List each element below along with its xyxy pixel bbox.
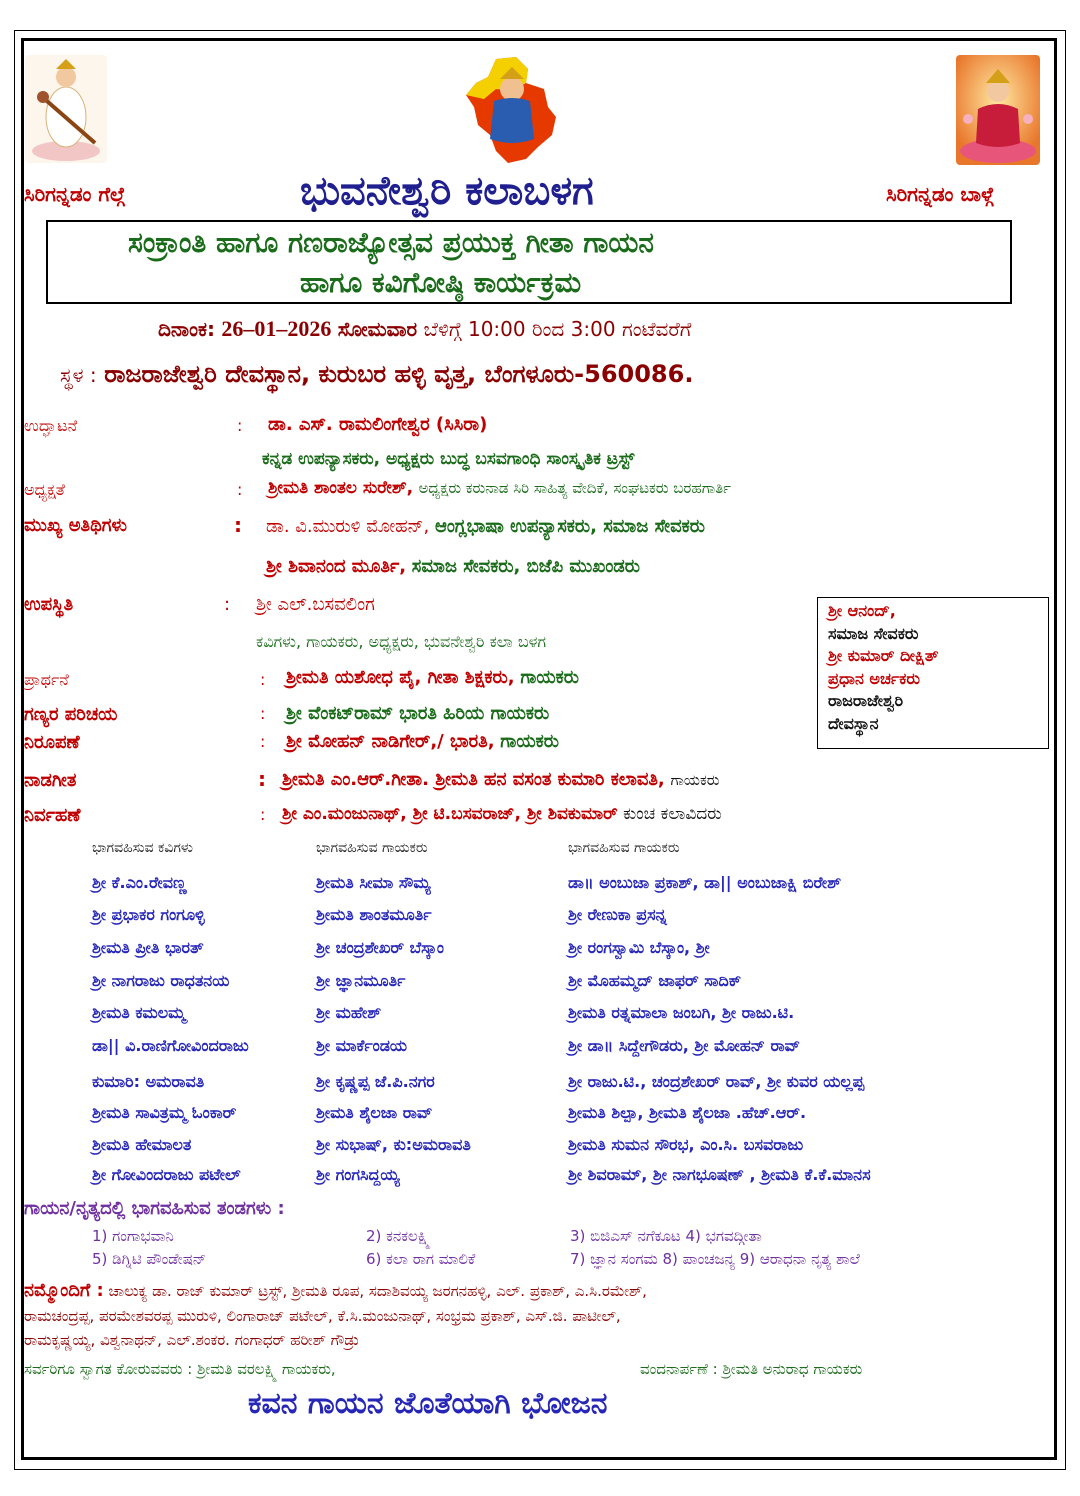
thanks-line1	[24, 1280, 647, 1301]
prayer-detail: ಗಾಯಕರು	[520, 667, 580, 688]
prayer-name: ಶ್ರೀಮತಿ ಯಶೋಧ ಪೈ, ಗೀತಾ ಶಿಕ್ಷಕರು,	[286, 667, 515, 688]
chief-guests-label: ಮುಖ್ಯ ಅತಿಥಿಗಳು	[24, 515, 127, 536]
org-name: ಭುವನೇಶ್ವರಿ ಕಲಾಬಳಗ	[300, 168, 594, 214]
participant-cell: ಕುಮಾರಿ: ಅಮರಾವತಿ	[92, 1072, 205, 1091]
colon: :	[260, 805, 266, 824]
anthem-label: ನಾಡಗೀತ	[24, 770, 77, 791]
colon: :	[237, 480, 243, 499]
right-slogan: ಸಿರಿಗನ್ನಡಂ ಬಾಳ್ಗೆ	[886, 182, 994, 206]
participant-cell: ಶ್ರೀ ಜ್ಞಾನಮೂರ್ತಿ	[316, 971, 406, 990]
intro-label: ಗಣ್ಯರ ಪರಿಚಯ	[24, 704, 118, 725]
management-line	[282, 804, 722, 824]
participant-cell: ಶ್ರೀ ಗಂಗಸಿದ್ದಯ್ಯ	[316, 1165, 400, 1184]
venue-label: ಸ್ಥಳ :	[60, 363, 97, 387]
side-box-line4: ಪ್ರಧಾನ ಅರ್ಚಕರು	[828, 668, 920, 688]
colon: :	[237, 416, 243, 435]
troupe-5: 5) ಡಿಗ್ನಿಟಿ ಪೌಂಡೇಷನ್	[92, 1250, 207, 1268]
participant-cell: ಶ್ರೀ ಶಿವರಾಮ್, ಶ್ರೀ ನಾಗಭೂಷಣ್ , ಶ್ರೀಮತಿ ಕೆ.ಕೆ.ಮಾನಸ	[568, 1165, 871, 1184]
colon: :	[258, 767, 266, 791]
presence-detail: ಕವಿಗಳು, ಗಾಯಕರು, ಅಧ್ಯಕ್ಷರು, ಭುವನೇಶ್ವರಿ ಕಲಾ ಬಳಗ	[256, 632, 547, 651]
anthem-name: ಶ್ರೀಮತಿ ಎಂ.ಆರ್.ಗೀತಾ. ಶ್ರೀಮತಿ ಹನ ವಸಂತ ಕುಮಾರಿ ಕಲಾವತಿ,	[282, 769, 665, 790]
participant-cell: ಶ್ರೀ ರಾಜು.ಟಿ., ಚಂದ್ರಶೇಖರ್ ರಾವ್, ಶ್ರೀ ಕುವರ ಯಲ್ಲಪ್ಪ	[568, 1072, 865, 1091]
presence-label: ಉಪಸ್ಥಿತಿ	[24, 594, 74, 615]
troupe-6: 6) ಕಲಾ ರಾಗ ಮಾಲಿಕೆ	[366, 1250, 476, 1268]
saraswati-image	[25, 55, 107, 163]
participant-cell: ಶ್ರೀಮತಿ ಸುಮನ ಸೌರಭ, ಎಂ.ಸಿ. ಬಸವರಾಜು	[568, 1135, 804, 1154]
participant-cell: ಶ್ರೀಮತಿ ಶೈಲಜಾ ರಾವ್	[316, 1103, 433, 1122]
troupes-heading: ಗಾಯನ/ನೃತ್ಯದಲ್ಲಿ ಭಾಗವಹಿಸುವ ತಂಡಗಳು :	[24, 1198, 285, 1219]
participant-cell: ಶ್ರೀಮತಿ ಸೀಮಾ ಸೌಮ್ಯ	[316, 873, 431, 892]
chief-guest-2-detail: ಸಮಾಜ ಸೇವಕರು, ಬಿಜೆಪಿ ಮುಖಂಡರು	[411, 556, 641, 577]
participant-cell: ಶ್ರೀಮತಿ ಶಾಂತಮೂರ್ತಿ	[316, 905, 432, 924]
participant-cell: ಶ್ರೀ ಮಾರ್ಕೆಂಡಯ	[316, 1036, 408, 1055]
colon: :	[224, 594, 231, 615]
anthem-line	[282, 769, 719, 790]
compere-label: ನಿರೂಪಣೆ	[24, 732, 80, 753]
venue-line	[60, 360, 693, 388]
singers2-column-header: ಭಾಗವಹಿಸುವ ಗಾಯಕರು	[568, 840, 680, 856]
participant-cell: ಶ್ರೀಮತಿ ಕಮಲಮ್ಮ	[92, 1003, 186, 1022]
vote-of-thanks: ವಂದನಾರ್ಪಣೆ : ಶ್ರೀಮತಿ ಅನುರಾಧ ಗಾಯಕರು	[640, 1360, 863, 1378]
participant-cell: ಶ್ರೀ ಕೆ.ಎಂ.ರೇವಣ್ಣ	[92, 873, 187, 892]
participant-cell: ಶ್ರೀ ಗೋವಿಂದರಾಜು ಪಟೇಲ್	[92, 1165, 241, 1184]
participant-cell: ಶ್ರೀಮತಿ ರತ್ನಮಾಲಾ ಜಂಬಗಿ, ಶ್ರೀ ರಾಜು.ಟಿ.	[568, 1003, 795, 1022]
participant-cell: ಶ್ರೀ ರೇಣುಕಾ ಪ್ರಸನ್ನ	[568, 905, 667, 924]
compere-name: ಶ್ರೀ ಮೋಹನ್ ನಾಡಿಗೇರ್,/ ಭಾರತಿ,	[286, 731, 495, 752]
event-title-line1: ಸಂಕ್ರಾಂತಿ ಹಾಗೂ ಗಣರಾಜ್ಯೋತ್ಸವ ಪ್ರಯುಕ್ತ ಗೀತಾ ಗಾಯನ	[128, 226, 654, 259]
participant-cell: ಡಾ|| ವಿ.ರಾಣಿಗೋವಿಂದರಾಜು	[92, 1036, 249, 1055]
inauguration-detail: ಕನ್ನಡ ಉಪನ್ಯಾಸಕರು, ಅಧ್ಯಕ್ಷರು ಬುದ್ಧ ಬಸವಗಾಂಧಿ ಸಾಂಸ್ಕೃತಿಕ ಟ್ರಸ್ಟ್	[262, 449, 635, 469]
participant-cell: ಶ್ರೀಮತಿ ಶಿಲ್ಪಾ, ಶ್ರೀಮತಿ ಶೈಲಜಾ .ಹೆಚ್.ಆರ್.	[568, 1103, 807, 1122]
side-box-line2: ಸಮಾಜ ಸೇವಕರು	[828, 623, 919, 643]
presidency-line	[268, 478, 731, 498]
chief-guest-1-detail: ಆಂಗ್ಲಭಾಷಾ ಉಪನ್ಯಾಸಕರು, ಸಮಾಜ ಸೇವಕರು	[434, 516, 705, 537]
date-label: ದಿನಾಂಕ:	[158, 317, 215, 341]
left-slogan: ಸಿರಿಗನ್ನಡಂ ಗೆಲ್ಗೆ	[24, 182, 125, 206]
troupe-1: 1) ಗಂಗಾಭವಾನಿ	[92, 1227, 174, 1245]
participant-cell: ಶ್ರೀ ರಂಗಸ್ವಾಮಿ ಬೆಸ್ಕಾಂ, ಶ್ರೀ	[568, 938, 710, 957]
poets-column-header: ಭಾಗವಹಿಸುವ ಕವಿಗಳು	[92, 840, 193, 856]
compere-detail: ಗಾಯಕರು	[500, 731, 560, 752]
prayer-label: ಪ್ರಾರ್ಥನೆ	[24, 670, 69, 689]
colon: :	[260, 704, 266, 723]
participant-cell: ಶ್ರೀ ಮೊಹಮ್ಮದ್ ಜಾಫರ್ ಸಾದಿಕ್	[568, 971, 742, 990]
chief-guest-1	[266, 516, 705, 537]
thanks-line2: ರಾಮಚಂದ್ರಪ್ಪ, ಪರಮೇಶವರಪ್ಪ ಮುರುಳಿ, ಲಿಂಗಾರಾಜ್ ಪಟೇಲ್, ಕೆ.ಸಿ.ಮಂಜುನಾಥ್, ಸಂಭ್ರಮ ಪ್ರಕಾಶ್, ಎಸ್.ಜಿ. ಪಾಟೀಲ್,	[24, 1307, 621, 1325]
troupe-3-4: 3) ಬಿಜಿಎಸ್ ನಗೆಕೂಟ 4) ಭಗವದ್ಗೀತಾ	[570, 1227, 762, 1245]
event-time: ಬೆಳಿಗ್ಗೆ 10:00 ರಿಂದ 3:00 ಗಂಟೆವರೆಗೆ	[423, 317, 692, 341]
participant-cell: ಶ್ರೀ ಸುಭಾಷ್, ಕು:ಅಮರಾವತಿ	[316, 1135, 471, 1154]
participant-cell: ಶ್ರೀ ಡಾ॥ ಸಿದ್ದೇಗೌಡರು, ಶ್ರೀ ಮೋಹನ್ ರಾವ್	[568, 1036, 801, 1055]
closing-banner: ಕವನ ಗಾಯನ ಜೊತೆಯಾಗಿ ಭೋಜನ	[248, 1386, 608, 1421]
chief-guest-2	[266, 556, 640, 577]
management-label: ನಿರ್ವಹಣೆ	[24, 805, 81, 826]
prayer-line	[286, 667, 579, 688]
side-box-line1: ಶ್ರೀ ಆನಂದ್,	[828, 601, 896, 620]
participant-cell: ಶ್ರೀ ಮಹೇಶ್	[316, 1003, 382, 1022]
compere-line	[286, 731, 559, 752]
thanks-line3: ರಾಮಕೃಷ್ಣಯ್ಯ, ವಿಶ್ವನಾಥನ್, ಎಲ್.ಶಂಕರ. ಗಂಗಾಧರ್ ಹರೀಶ್ ಗೌಡ್ರು	[24, 1331, 360, 1349]
participant-cell: ಶ್ರೀ ನಾಗರಾಜು ರಾಧತನಯ	[92, 971, 230, 990]
participant-cell: ಶ್ರೀ ಚಂದ್ರಶೇಖರ್ ಬೆಸ್ಕಾಂ	[316, 938, 444, 957]
presence-name: ಶ್ರೀ ಎಲ್.ಬಸವಲಿಂಗ	[256, 594, 375, 615]
welcome-note: ಸರ್ವರಿಗೂ ಸ್ವಾಗತ ಕೋರುವವರು : ಶ್ರೀಮತಿ ವರಲಕ್ಷ್ಮಿ ಗಾಯಕರು,	[24, 1360, 336, 1378]
management-detail: ಕುಂಚ ಕಲಾವಿದರು	[623, 804, 722, 824]
participant-cell: ಶ್ರೀಮತಿ ಪ್ರೀತಿ ಭಾರತ್	[92, 938, 204, 957]
inauguration-name: ಡಾ. ಎಸ್. ರಾಮಲಿಂಗೇಶ್ವರ (ಸಿಸಿರಾ)	[268, 414, 488, 435]
intro-name: ಶ್ರೀ ವೆಂಕಟ್‌ರಾಮ್ ಭಾರತಿ ಹಿರಿಯ ಗಾಯಕರು	[286, 703, 550, 724]
troupe-2: 2) ಕನಕಲಕ್ಷ್ಮಿ	[366, 1227, 431, 1245]
presidency-label: ಅಧ್ಯಕ್ಷತೆ	[24, 480, 65, 499]
side-box-line5: ರಾಜರಾಜೇಶ್ವರಿ	[828, 691, 904, 710]
participant-cell: ಶ್ರೀಮತಿ ಸಾವಿತ್ರಮ್ಮ ಓಂಕಾರ್	[92, 1103, 237, 1122]
participant-cell: ಶ್ರೀ ಪ್ರಭಾಕರ ಗಂಗೂಳ್ಳಿ	[92, 905, 205, 924]
event-title-line2: ಹಾಗೂ ಕವಿಗೋಷ್ಠಿ ಕಾರ್ಯಕ್ರಮ	[300, 266, 582, 299]
special-guests-box	[817, 597, 1049, 749]
colon: :	[234, 513, 242, 537]
participant-cell: ಡಾ॥ ಅಂಬುಜಾ ಪ್ರಕಾಶ್, ಡಾ|| ಅಂಬುಜಾಕ್ಷಿ ಬಿರೇಶ್	[568, 873, 842, 892]
event-date: 26–01–2026	[221, 316, 332, 341]
karnataka-map-image	[456, 55, 568, 167]
colon: :	[260, 670, 266, 689]
inauguration-label: ಉದ್ಘಾಟನೆ	[24, 416, 78, 435]
thanks-label: ನಮ್ಮೊಂದಿಗೆ :	[24, 1280, 104, 1301]
side-box-line6: ದೇವಸ್ಥಾನ	[828, 713, 879, 733]
participant-cell: ಶ್ರೀ ಕೃಷ್ಣಪ್ಪ ಜೆ.ಪಿ.ನಗರ	[316, 1072, 435, 1091]
presidency-detail: ಅಧ್ಯಕ್ಷರು ಕರುನಾಡ ಸಿರಿ ಸಾಹಿತ್ಯ ವೇದಿಕೆ, ಸಂಘಟಕರು ಬರಹಗಾರ್ತಿ	[418, 479, 731, 497]
venue-text: ರಾಜರಾಜೇಶ್ವರಿ ದೇವಸ್ಥಾನ, ಕುರುಬರ ಹಳ್ಳಿ ವೃತ್ತ, ಬೆಂಗಳೂರು-560086.	[104, 360, 694, 388]
anthem-detail: ಗಾಯಕರು	[670, 771, 720, 789]
troupe-7-9: 7) ಜ್ಞಾನ ಸಂಗಮ 8) ಪಾಂಚಜನ್ಯ 9) ಆರಾಧನಾ ನೃತ್ಯ ಶಾಲೆ	[570, 1250, 860, 1268]
event-day: ಸೋಮವಾರ	[337, 317, 418, 341]
thanks-text1: ಚಾಲುಕ್ಯ ಡಾ. ರಾಜ್ ಕುಮಾರ್ ಟ್ರಸ್ಟ್, ಶ್ರೀಮತಿ ರೂಪ, ಸದಾಶಿವಯ್ಯ ಜರಗನಹಳ್ಳಿ, ಎಲ್. ಪ್ರಕಾಶ್, ಎ.ಸಿ.ರಮೇಶ್,	[108, 1282, 647, 1300]
participant-cell: ಶ್ರೀಮತಿ ಹೇಮಾಲತ	[92, 1135, 192, 1154]
side-box-line3: ಶ್ರೀ ಕುಮಾರ್ ದೀಕ್ಷಿತ್	[828, 646, 939, 665]
colon: :	[260, 732, 266, 751]
date-line	[158, 316, 691, 342]
singers-column-header: ಭಾಗವಹಿಸುವ ಗಾಯಕರು	[316, 840, 428, 856]
chief-guest-1-name: ಡಾ. ವಿ.ಮುರುಳಿ ಮೋಹನ್,	[266, 516, 430, 537]
presidency-name: ಶ್ರೀಮತಿ ಶಾಂತಲ ಸುರೇಶ್,	[268, 478, 414, 498]
lakshmi-image	[956, 55, 1040, 165]
chief-guest-2-name: ಶ್ರೀ ಶಿವಾನಂದ ಮೂರ್ತಿ,	[266, 556, 407, 577]
management-name: ಶ್ರೀ ಎಂ.ಮಂಜುನಾಥ್, ಶ್ರೀ ಟಿ.ಬಸವರಾಜ್, ಶ್ರೀ ಶಿವಕುಮಾರ್	[282, 804, 618, 824]
